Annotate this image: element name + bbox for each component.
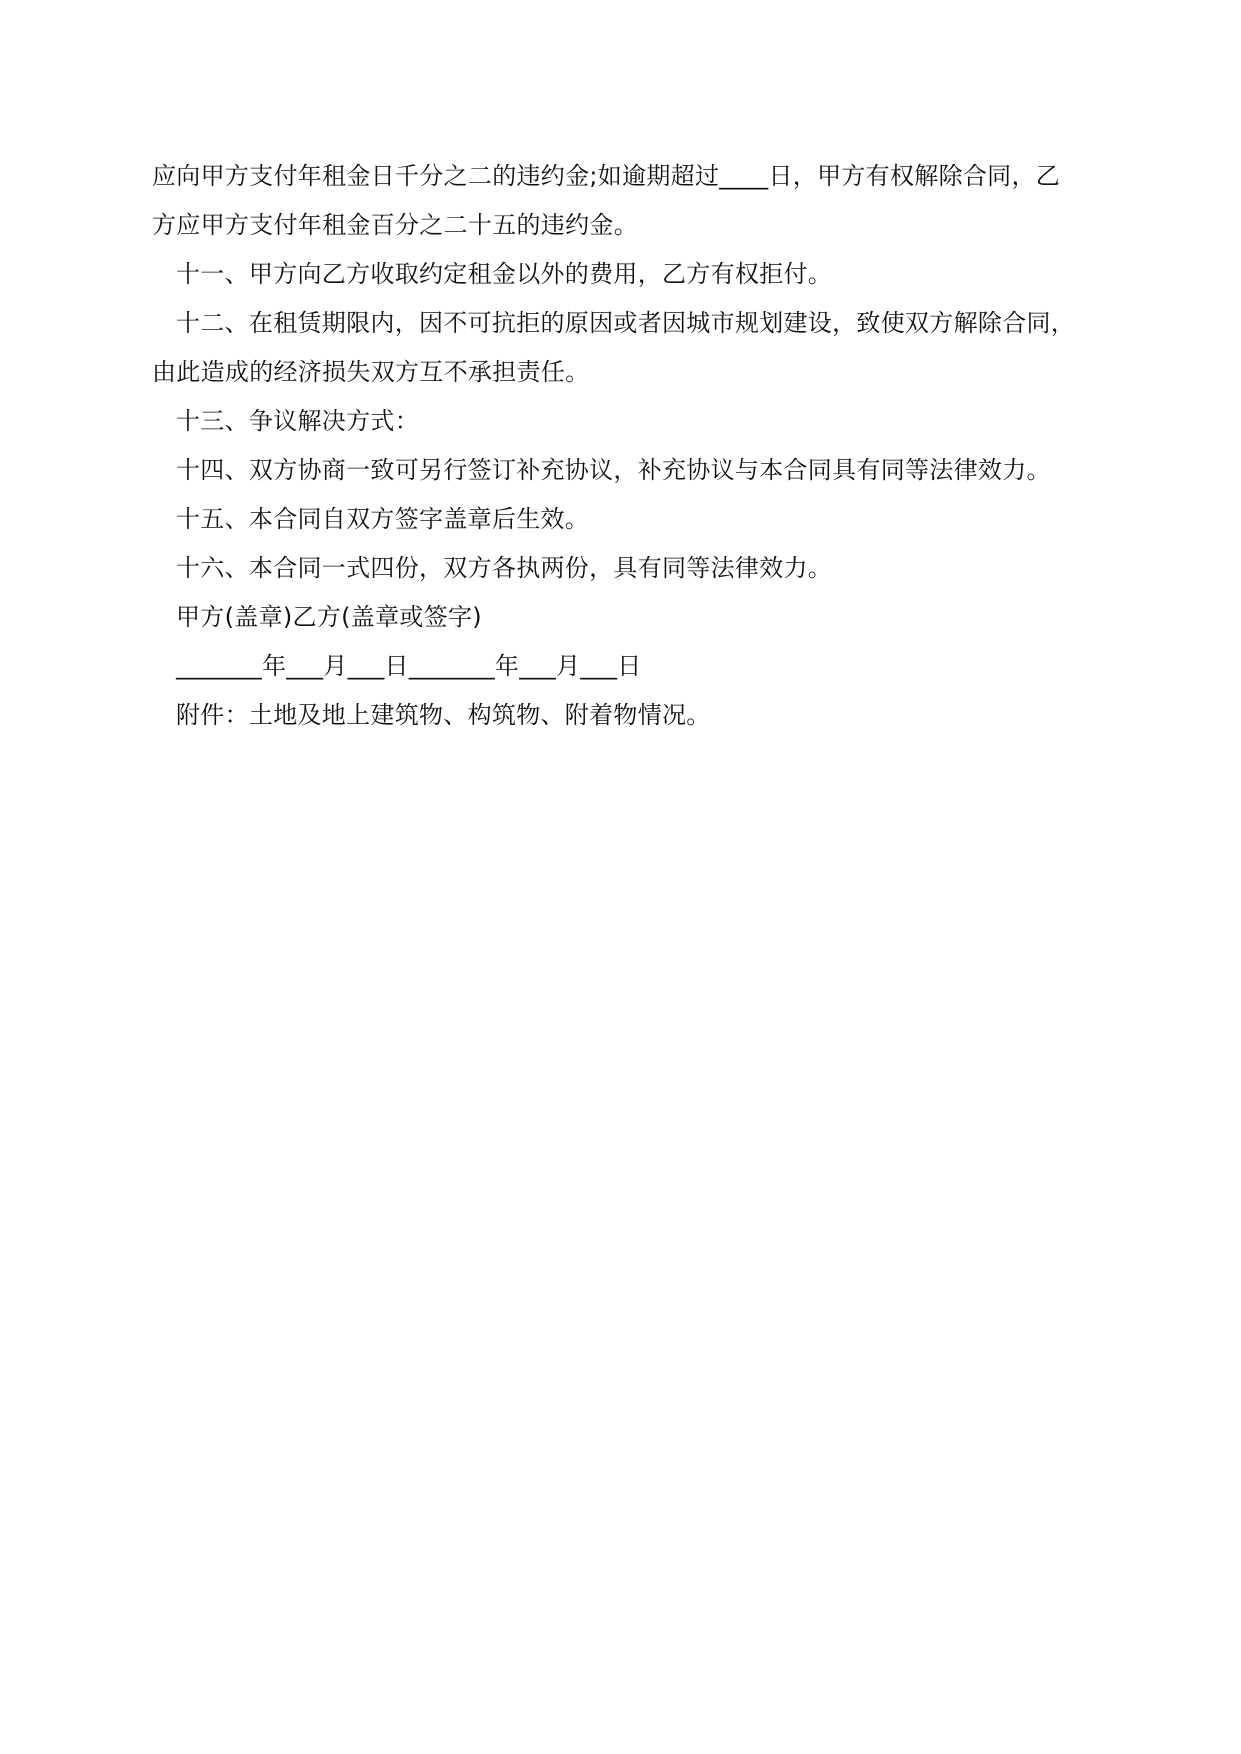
clause-12-line-2: 由此造成的经济损失双方互不承担责任。 xyxy=(152,358,590,386)
signature-dates: _______年___月___日_______年___月___日 xyxy=(176,652,642,680)
attachment-note: 附件：土地及地上建筑物、构筑物、附着物情况。 xyxy=(176,701,711,729)
clause-11: 十一、甲方向乙方收取约定租金以外的费用，乙方有权拒付。 xyxy=(176,260,833,288)
clause-16: 十六、本合同一式四份，双方各执两份，具有同等法律效力。 xyxy=(176,554,833,582)
signature-parties: 甲方(盖章)乙方(盖章或签字) xyxy=(176,603,482,631)
clause-14: 十四、双方协商一致可另行签订补充协议，补充协议与本合同具有同等法律效力。 xyxy=(176,456,1051,484)
clause-13: 十三、争议解决方式： xyxy=(176,407,419,435)
paragraph-line-penalty-2: 方应甲方支付年租金百分之二十五的违约金。 xyxy=(152,211,638,239)
paragraph-line-penalty-1: 应向甲方支付年租金日千分之二的违约金;如逾期超过____日，甲方有权解除合同，乙 xyxy=(152,162,1061,190)
contract-text xyxy=(152,152,1107,740)
clause-15: 十五、本合同自双方签字盖章后生效。 xyxy=(176,505,590,533)
clause-12-line-1: 十二、在租赁期限内，因不可抗拒的原因或者因城市规划建设，致使双方解除合同， xyxy=(176,309,1076,337)
